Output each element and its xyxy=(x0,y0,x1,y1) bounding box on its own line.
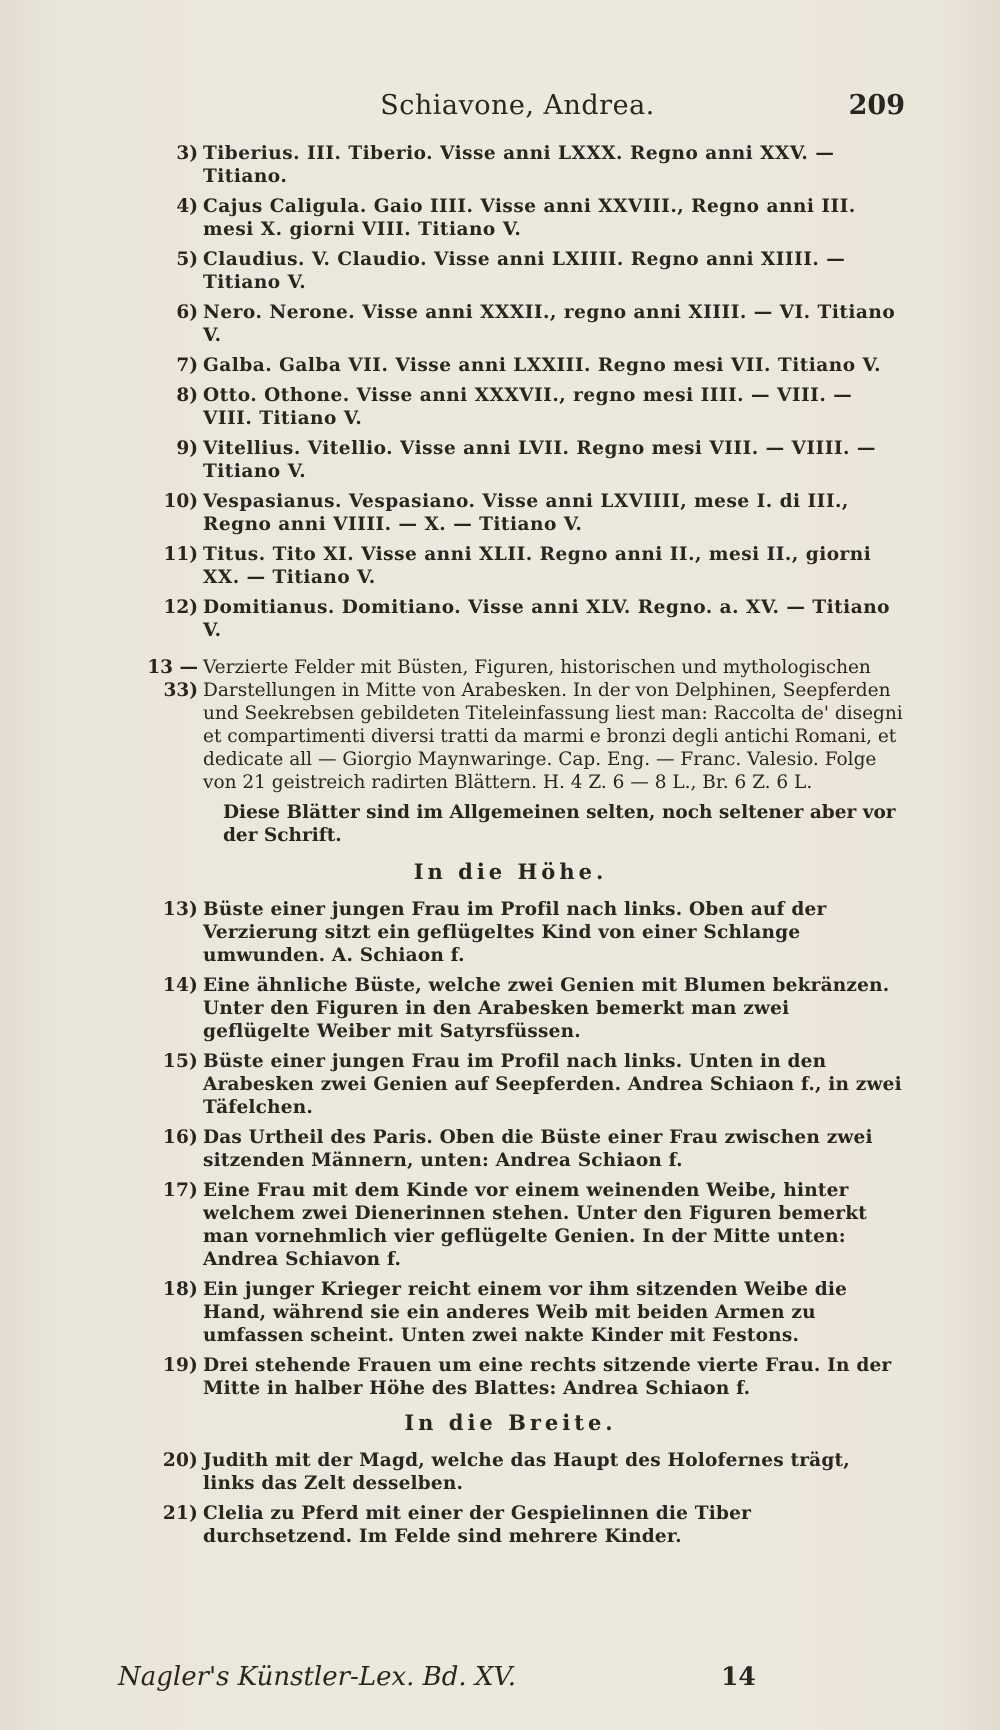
entry-text: Ein junger Krieger reicht einem vor ihm sitzenden Weibe die Hand, während sie ein anderes Weib mit beiden Armen zu umfassen scheint. Unten zwei nakte Kinder mit Festons. xyxy=(203,1279,848,1346)
print-entry xyxy=(118,1449,903,1495)
entry-number: 8) xyxy=(176,385,198,406)
entry-number: 7) xyxy=(176,355,198,376)
entry-number: 14) xyxy=(162,975,198,996)
entry-text: Otto. Othone. Visse anni XXXVII., regno mesi IIII. — VIII. — VIII. Titiano V. xyxy=(203,385,853,429)
entry-number: 17) xyxy=(162,1180,198,1201)
entry-text: Tiberius. III. Tiberio. Visse anni LXXX. Regno anni XXV. — Titiano. xyxy=(203,143,835,187)
entry-number: 5) xyxy=(176,249,198,270)
print-entry xyxy=(118,974,903,1043)
series-note: Diese Blätter sind im Allgemeinen selten, noch seltener aber vor der Schrift. xyxy=(223,802,896,846)
entry-number: 12) xyxy=(163,597,198,618)
running-title: Schiavone, Andrea. xyxy=(380,90,655,121)
entry-text: Eine Frau mit dem Kinde vor einem weinenden Weibe, hinter welchem zwei Dienerinnen stehen. Unter den Figuren bemerkt man vornehmlich vier geflügelte Genien. In der Mitte unten: Andrea Schiavon f. xyxy=(203,1180,867,1270)
entry-text: Galba. Galba VII. Visse anni LXXIII. Regno mesi VII. Titiano V. xyxy=(203,355,882,376)
section-heading-breite: In die Breite. xyxy=(404,1410,617,1435)
entry-text: Domitianus. Domitiano. Visse anni XLV. Regno. a. XV. — Titiano V. xyxy=(203,597,890,641)
emperor-entry xyxy=(118,301,903,347)
signature-line: Nagler's Künstler-Lex. Bd. XV. xyxy=(118,1662,516,1692)
entry-text: Das Urtheil des Paris. Oben die Büste einer Frau zwischen zwei sitzenden Männern, unten: Andrea Schiaon f. xyxy=(203,1127,873,1171)
catalogue-text xyxy=(118,142,903,1555)
series-entry xyxy=(118,656,903,794)
print-entry xyxy=(118,1502,903,1548)
entry-number: 18) xyxy=(162,1279,198,1300)
page-header xyxy=(130,90,905,130)
emperor-entry xyxy=(118,354,903,377)
entry-number: 21) xyxy=(162,1503,198,1524)
emperor-entry xyxy=(118,384,903,430)
emperor-entry xyxy=(118,490,903,536)
entry-text: Judith mit der Magd, welche das Haupt des Holofernes trägt, links das Zelt desselben. xyxy=(203,1450,850,1494)
entry-text: Nero. Nerone. Visse anni XXXII., regno anni XIIII. — VI. Titiano V. xyxy=(203,302,896,346)
entry-text: Drei stehende Frauen um eine rechts sitzende vierte Frau. In der Mitte in halber Höhe des Blattes: Andrea Schiaon f. xyxy=(203,1355,892,1399)
entry-number: 15) xyxy=(162,1051,198,1072)
entry-number: 6) xyxy=(176,302,198,323)
series-number: 13 — 33) xyxy=(147,657,198,701)
entry-number: 13) xyxy=(162,899,198,920)
emperor-entry xyxy=(118,248,903,294)
entry-text: Claudius. V. Claudio. Visse anni LXIIII. Regno anni XIIII. — Titiano V. xyxy=(203,249,846,293)
entry-number: 9) xyxy=(176,438,198,459)
sheet-number: 14 xyxy=(721,1662,756,1691)
page-number: 209 xyxy=(848,90,905,121)
entry-number: 10) xyxy=(163,491,198,512)
print-entry xyxy=(118,1050,903,1119)
entry-text: Vespasianus. Vespasiano. Visse anni LXVIIII, mese I. di III., Regno anni VIIII. — X. — Titiano V. xyxy=(203,491,849,535)
print-entry xyxy=(118,1354,903,1400)
entry-text: Eine ähnliche Büste, welche zwei Genien mit Blumen bekränzen. Unter den Figuren in den Arabesken bemerkt man zwei geflügelte Weiber mit Satyrsfüssen. xyxy=(203,975,890,1042)
print-entry xyxy=(118,1126,903,1172)
page-footer xyxy=(118,1662,778,1698)
entry-text: Büste einer jungen Frau im Profil nach links. Unten in den Arabesken zwei Genien auf Seepferden. Andrea Schiaon f., in zwei Täfelchen. xyxy=(203,1051,902,1118)
emperor-entry xyxy=(118,596,903,642)
entry-number: 4) xyxy=(176,196,198,217)
entry-text: Büste einer jungen Frau im Profil nach links. Oben auf der Verzierung sitzt ein geflügeltes Kind von einer Schlange umwunden. A. Schiaon f. xyxy=(203,899,827,966)
emperor-entry xyxy=(118,437,903,483)
print-entry xyxy=(118,898,903,967)
entry-text: Vitellius. Vitellio. Visse anni LVII. Regno mesi VIII. — VIIII. — Titiano V. xyxy=(203,438,876,482)
print-entry xyxy=(118,1179,903,1271)
entry-text: Cajus Caligula. Gaio IIII. Visse anni XXVIII., Regno anni III. mesi X. giorni VIII. Titiano V. xyxy=(203,196,856,240)
emperor-entry xyxy=(118,195,903,241)
entry-number: 11) xyxy=(163,544,198,565)
entry-text: Titus. Tito XI. Visse anni XLII. Regno anni II., mesi II., giorni XX. — Titiano V. xyxy=(203,544,872,588)
emperor-entry xyxy=(118,142,903,188)
entry-number: 3) xyxy=(176,143,198,164)
entry-text: Clelia zu Pferd mit einer der Gespielinnen die Tiber durchsetzend. Im Felde sind mehrere Kinder. xyxy=(203,1503,752,1547)
section-heading-hoehe: In die Höhe. xyxy=(413,859,608,884)
entry-number: 20) xyxy=(162,1450,198,1471)
entry-number: 16) xyxy=(162,1127,198,1148)
emperor-entry xyxy=(118,543,903,589)
series-description: Verzierte Felder mit Büsten, Figuren, historischen und mythologischen Darstellungen in Mitte von Arabesken. In der von Delphinen, Seepferden und Seekrebsen gebildeten Titeleinfassung liest man: Raccolta de' disegni et compartimenti diversi tratti da marmi e bronzi degli antichi Romani, et dedicate all — Giorgio Maynwaringe. Cap. Eng. — Franc. Valesio. Folge von 21 geistreich radirten Blättern. H. 4 Z. 6 — 8 L., Br. 6 Z. 6 L. xyxy=(203,657,903,793)
entry-number: 19) xyxy=(162,1355,198,1376)
print-entry xyxy=(118,1278,903,1347)
